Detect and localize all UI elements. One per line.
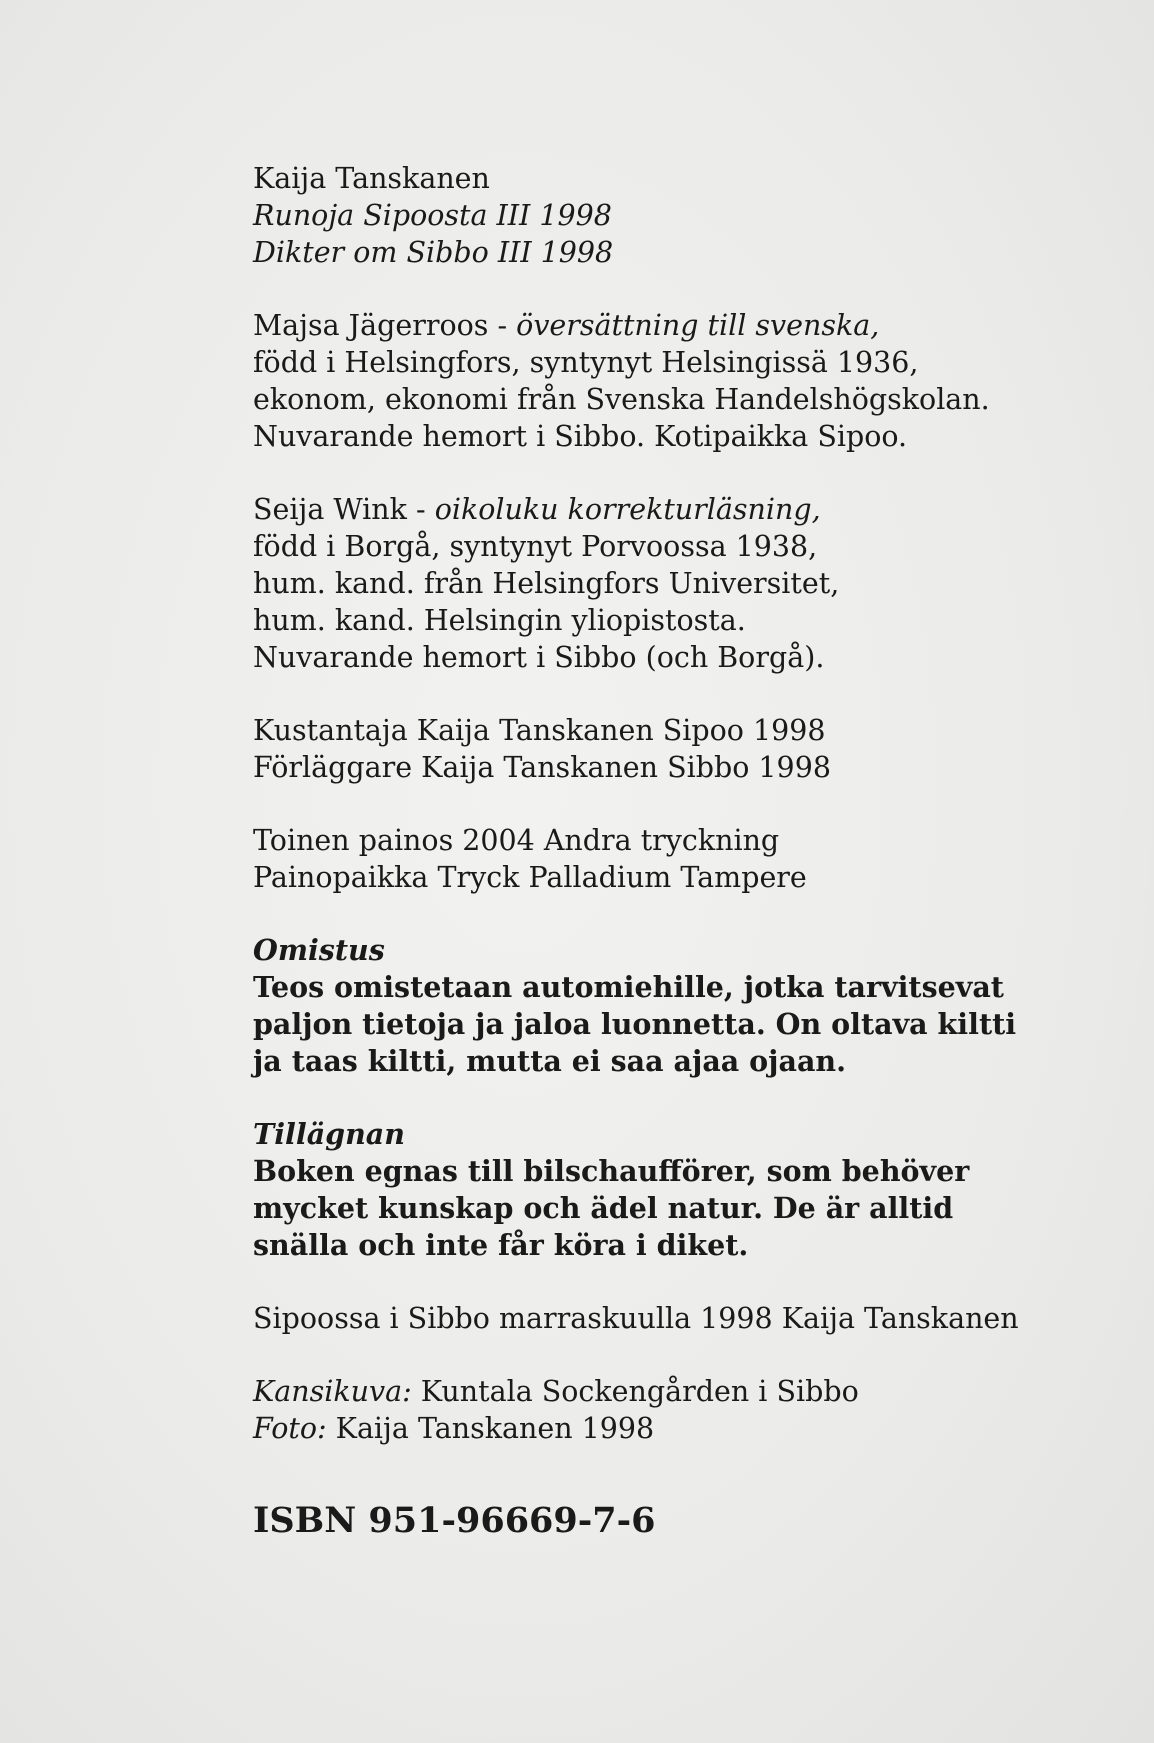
- dedication-finnish: [253, 932, 1113, 1080]
- printing-line: Painopaikka Tryck Palladium Tampere: [253, 861, 807, 894]
- dedication-line: mycket kunskap och ädel natur. De är alltid: [253, 1191, 954, 1225]
- dedication-heading: Omistus: [253, 933, 385, 967]
- publisher-block: [253, 712, 1113, 786]
- proofreader-line: född i Borgå, syntynyt Porvoossa 1938,: [253, 530, 818, 563]
- translator-name: Majsa Jägerroos -: [253, 309, 517, 342]
- translator-line: född i Helsingfors, syntynyt Helsingissä 1936,: [253, 346, 919, 379]
- proofreader-name: Seija Wink -: [253, 493, 435, 526]
- author-name: Kaija Tanskanen: [253, 162, 490, 195]
- dedication-line: Boken egnas till bilschaufförer, som behöver: [253, 1154, 970, 1188]
- printing-line: Toinen painos 2004 Andra tryckning: [253, 824, 780, 857]
- photo-credit-value: Kaija Tanskanen 1998: [326, 1412, 655, 1445]
- colophon-text: [253, 160, 1113, 1541]
- dedication-line: paljon tietoja ja jaloa luonnetta. On oltava kiltti: [253, 1007, 1017, 1041]
- photo-credit-label: Foto:: [253, 1412, 327, 1445]
- publisher-line: Kustantaja Kaija Tanskanen Sipoo 1998: [253, 714, 826, 747]
- proofreader-line: hum. kand. från Helsingfors Universitet,: [253, 567, 840, 600]
- publisher-line: Förläggare Kaija Tanskanen Sibbo 1998: [253, 751, 831, 784]
- proofreader-role: oikoluku korrekturläsning,: [434, 493, 821, 526]
- translator-role: översättning till svenska,: [516, 309, 880, 342]
- printing-block: [253, 822, 1113, 896]
- dedication-line: ja taas kiltti, mutta ei saa ajaa ojaan.: [253, 1044, 847, 1078]
- proofreader-line: Nuvarande hemort i Sibbo (och Borgå).: [253, 641, 825, 674]
- cover-credit-value: Kuntala Sockengården i Sibbo: [411, 1375, 859, 1408]
- title-swedish: Dikter om Sibbo III 1998: [253, 236, 614, 269]
- translator-line: Nuvarande hemort i Sibbo. Kotipaikka Sipoo.: [253, 420, 908, 453]
- signature-block: [253, 1300, 1113, 1337]
- dedication-line: Teos omistetaan automiehille, jotka tarvitsevat: [253, 970, 1004, 1004]
- title-block: [253, 160, 1113, 271]
- dedication-swedish: [253, 1116, 1113, 1264]
- cover-credit: [253, 1373, 1113, 1410]
- translator-block: [253, 307, 1113, 455]
- dedication-heading: Tillägnan: [253, 1117, 405, 1151]
- translator-line: ekonom, ekonomi från Svenska Handelshögskolan.: [253, 383, 990, 416]
- isbn: ISBN 951-96669-7-6: [253, 1500, 656, 1541]
- dedication-line: snälla och inte får köra i diket.: [253, 1228, 749, 1262]
- signature-line: Sipoossa i Sibbo marraskuulla 1998 Kaija Tanskanen: [253, 1302, 1019, 1335]
- proofreader-heading: [253, 491, 1113, 528]
- cover-credit-label: Kansikuva:: [253, 1375, 412, 1408]
- proofreader-line: hum. kand. Helsingin yliopistosta.: [253, 604, 746, 637]
- photo-credit: [253, 1410, 1113, 1447]
- proofreader-block: [253, 491, 1113, 676]
- title-finnish: Runoja Sipoosta III 1998: [253, 199, 612, 232]
- credits-block: [253, 1373, 1113, 1447]
- translator-heading: [253, 307, 1113, 344]
